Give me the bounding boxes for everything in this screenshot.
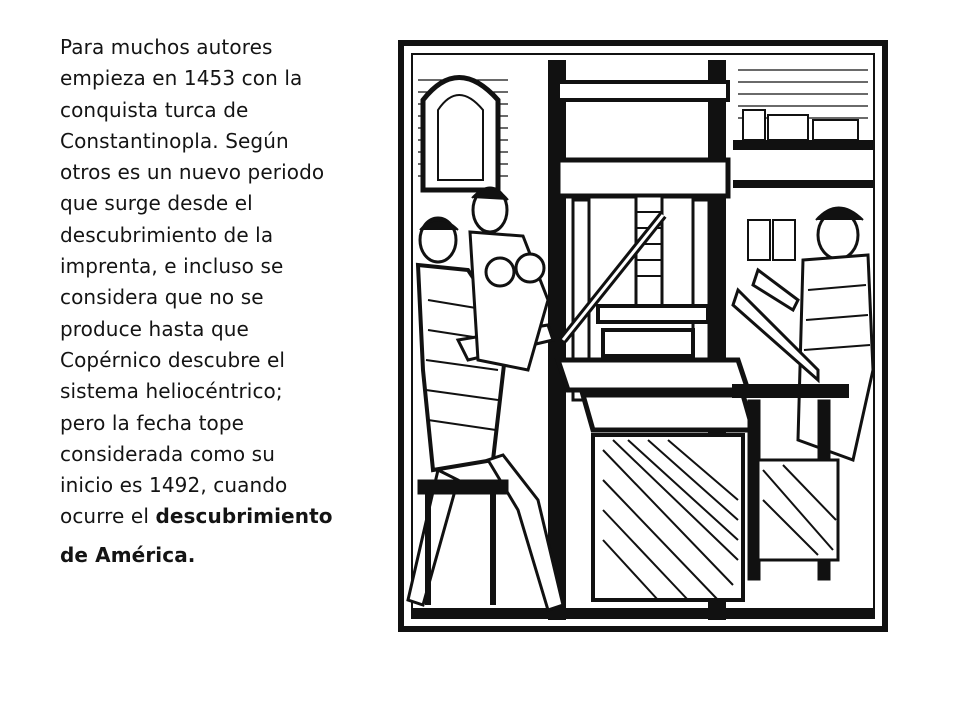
text-line: descubrimiento de la (60, 222, 274, 247)
woodcut-illustration (398, 40, 888, 632)
line-gap (60, 533, 360, 540)
bookshelf (733, 140, 873, 150)
text-line: considera que no se (60, 285, 264, 310)
emphasis-word: descubrimiento (155, 504, 333, 529)
text-fragment: ocurre el (60, 504, 156, 529)
text-line: pero la fecha tope (60, 410, 245, 435)
book (743, 110, 765, 140)
text-line: que surge desde el (60, 191, 253, 216)
text-line: Copérnico descubre el (60, 347, 286, 372)
text-line: imprenta, e incluso se (60, 254, 284, 279)
text-line: conquista turca de (60, 97, 249, 122)
text-line: Para muchos autores (60, 35, 273, 59)
text-line: otros es un nuevo periodo (60, 160, 325, 185)
upper-shelf-rail (733, 180, 873, 188)
text-line: empieza en 1453 con la (60, 66, 303, 91)
text-line: considerada como su (60, 441, 275, 466)
text-line: sistema heliocéntrico; (60, 379, 283, 404)
text-line: Constantinopla. Según (60, 128, 289, 153)
book (813, 120, 858, 140)
book (768, 115, 808, 140)
text-line: inicio es 1492, cuando (60, 473, 288, 498)
printing-press-woodcut-image (398, 40, 888, 632)
emphasis-line: de América. (60, 542, 196, 567)
body-text (60, 32, 360, 571)
text-line-with-emphasis (60, 501, 360, 532)
text-line: produce hasta que (60, 316, 249, 341)
floor (412, 608, 874, 618)
